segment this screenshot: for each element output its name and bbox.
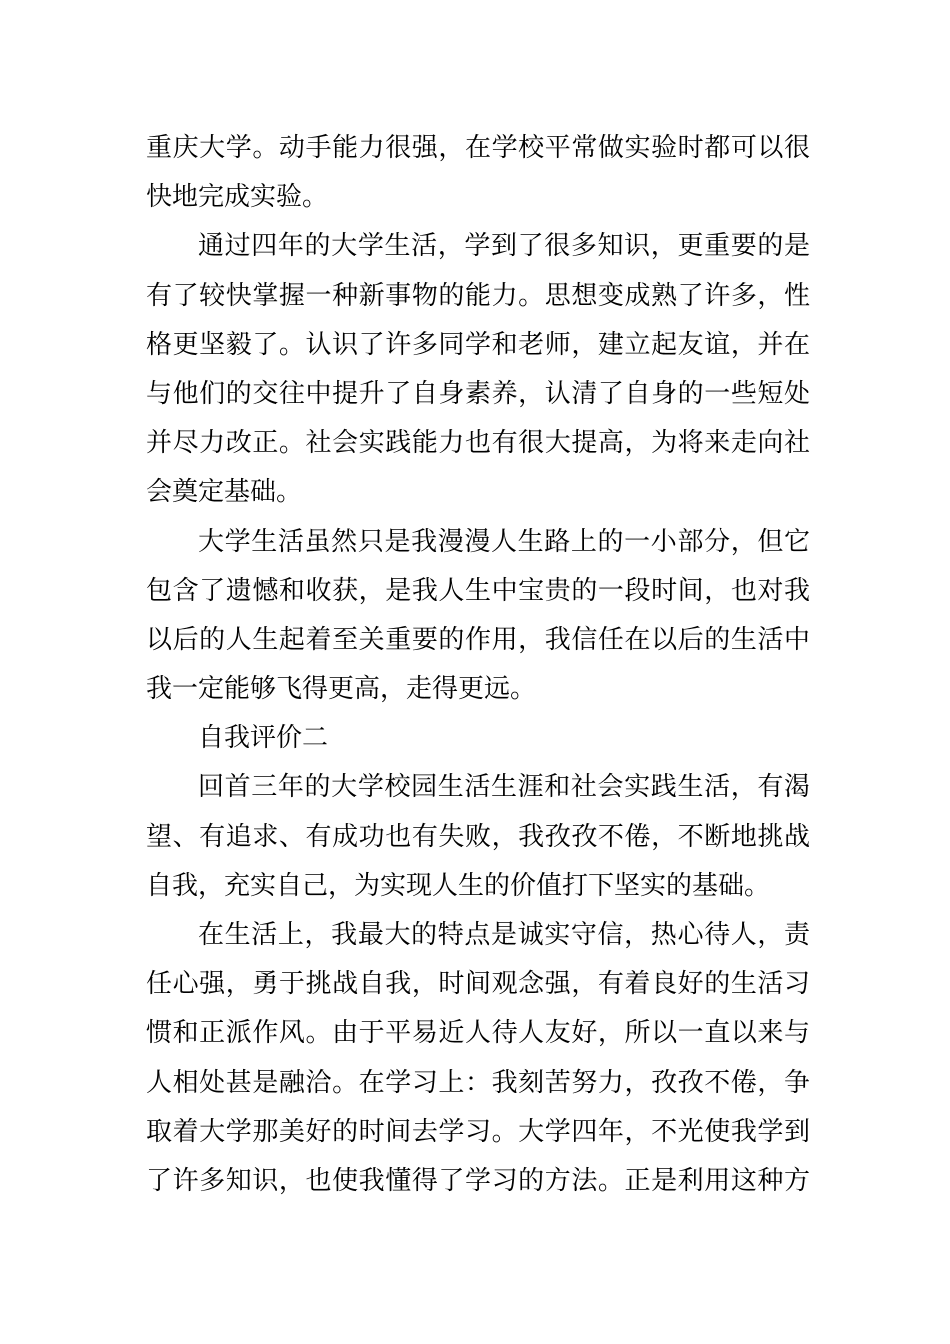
text-line: 包含了遗憾和收获，是我人生中宝贵的一段时间，也对我 [146, 575, 810, 606]
text-line: 与他们的交往中提升了自身素养，认清了自身的一些短处 [146, 378, 810, 409]
text-line: 在生活上，我最大的特点是诚实守信，热心待人，责 [198, 920, 810, 950]
text-line: 通过四年的大学生活，学到了很多知识，更重要的是 [198, 231, 810, 262]
text-line: 并尽力改正。社会实践能力也有很大提高，为将来走向社 [146, 428, 810, 459]
text-line: 取着大学那美好的时间去学习。大学四年，不光使我学到 [146, 1116, 810, 1147]
text-line: 会奠定基础。 [146, 477, 303, 508]
text-line: 有了较快掌握一种新事物的能力。思想变成熟了许多，性 [146, 280, 810, 311]
text-line: 回首三年的大学校园生活生涯和社会实践生活，有渴 [198, 772, 810, 803]
text-line: 以后的人生起着至关重要的作用，我信任在以后的生活中 [146, 624, 810, 655]
text-line: 了许多知识，也使我懂得了学习的方法。正是利用这种方 [146, 1165, 810, 1196]
document-body [146, 124, 810, 1206]
text-line: 快地完成实验。 [146, 182, 329, 213]
text-line: 惯和正派作风。由于平易近人待人友好，所以一直以来与 [146, 1018, 810, 1049]
text-line: 望、有追求、有成功也有失败，我孜孜不倦，不断地挑战 [146, 821, 810, 852]
text-line: 我一定能够飞得更高，走得更远。 [146, 674, 537, 705]
text-line: 重庆大学。动手能力很强，在学校平常做实验时都可以很 [146, 133, 810, 163]
text-line: 大学生活虽然只是我漫漫人生路上的一小部分，但它 [198, 526, 810, 557]
section-heading: 自我评价二 [198, 723, 329, 754]
text-line: 人相处甚是融洽。在学习上：我刻苦努力，孜孜不倦，争 [146, 1067, 810, 1098]
text-line: 格更坚毅了。认识了许多同学和老师，建立起友谊，并在 [146, 329, 810, 360]
text-line: 任心强，勇于挑战自我，时间观念强，有着良好的生活习 [146, 969, 810, 1000]
text-line: 自我，充实自己，为实现人生的价值打下坚实的基础。 [146, 870, 771, 901]
